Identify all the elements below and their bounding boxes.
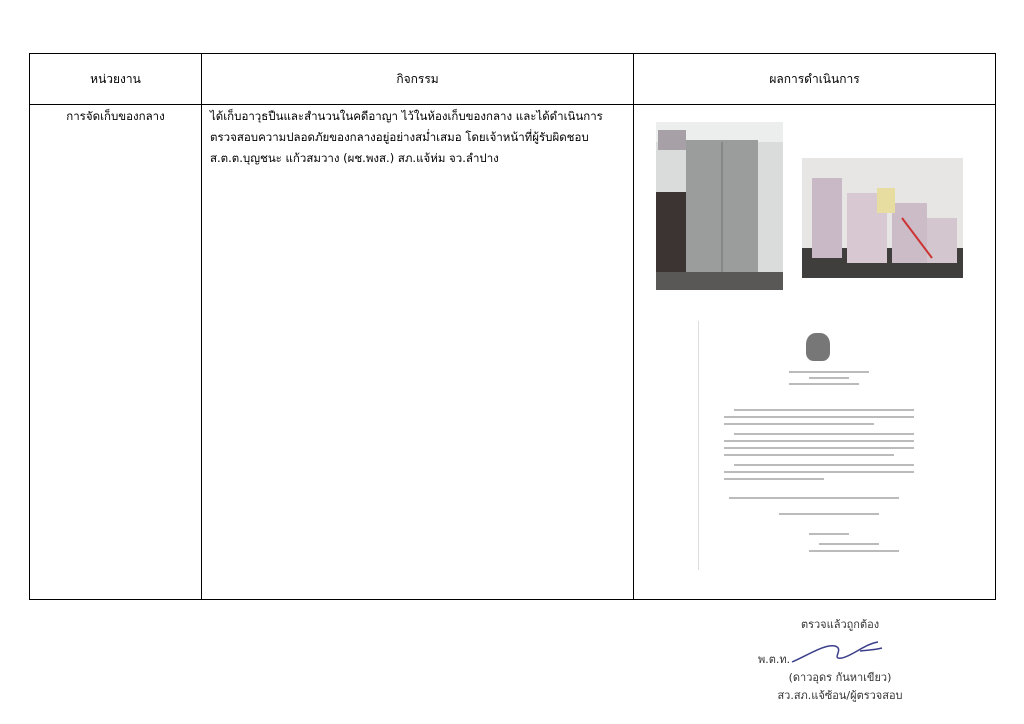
activity-line: ส.ต.ต.บุญชนะ แก้วสมวาง (ผช.พงส.) สภ.แจ้ห่ม จว.ลำปาง: [210, 151, 499, 165]
header-unit: หน่วยงาน: [90, 72, 141, 86]
column-divider: [201, 54, 202, 599]
activity-line: ได้เก็บอาวุธปืนและสำนวนในคดีอาญา ไว้ในห้องเก็บของกลาง และได้ดำเนินการ: [210, 109, 603, 123]
activity-line: ตรวจสอบความปลอดภัยของกลางอยู่อย่างสม่ำเสมอ โดยเจ้าหน้าที่ผู้รับผิดชอบ: [210, 130, 589, 144]
header-divider: [30, 104, 995, 105]
photo-case-files: [802, 158, 963, 278]
activity-cell: [210, 106, 630, 169]
unit-cell: การจัดเก็บของกลาง: [66, 109, 165, 123]
signer-position: สว.สภ.แจ้ซ้อน/ผู้ตรวจสอบ: [777, 689, 903, 702]
photo-storage-cabinet: [656, 122, 783, 290]
header-activity: กิจกรรม: [396, 72, 439, 86]
handwritten-signature: [790, 636, 885, 666]
memo-document-image: [698, 321, 928, 570]
garuda-emblem-icon: [806, 333, 830, 361]
signer-name: (ดาวอุดร กันหาเขียว): [788, 671, 892, 684]
header-result: ผลการดำเนินการ: [769, 72, 860, 86]
verified-label: ตรวจแล้วถูกต้อง: [800, 618, 880, 631]
column-divider: [633, 54, 634, 599]
report-table: [29, 53, 996, 600]
signer-rank: พ.ต.ท.: [758, 653, 791, 666]
